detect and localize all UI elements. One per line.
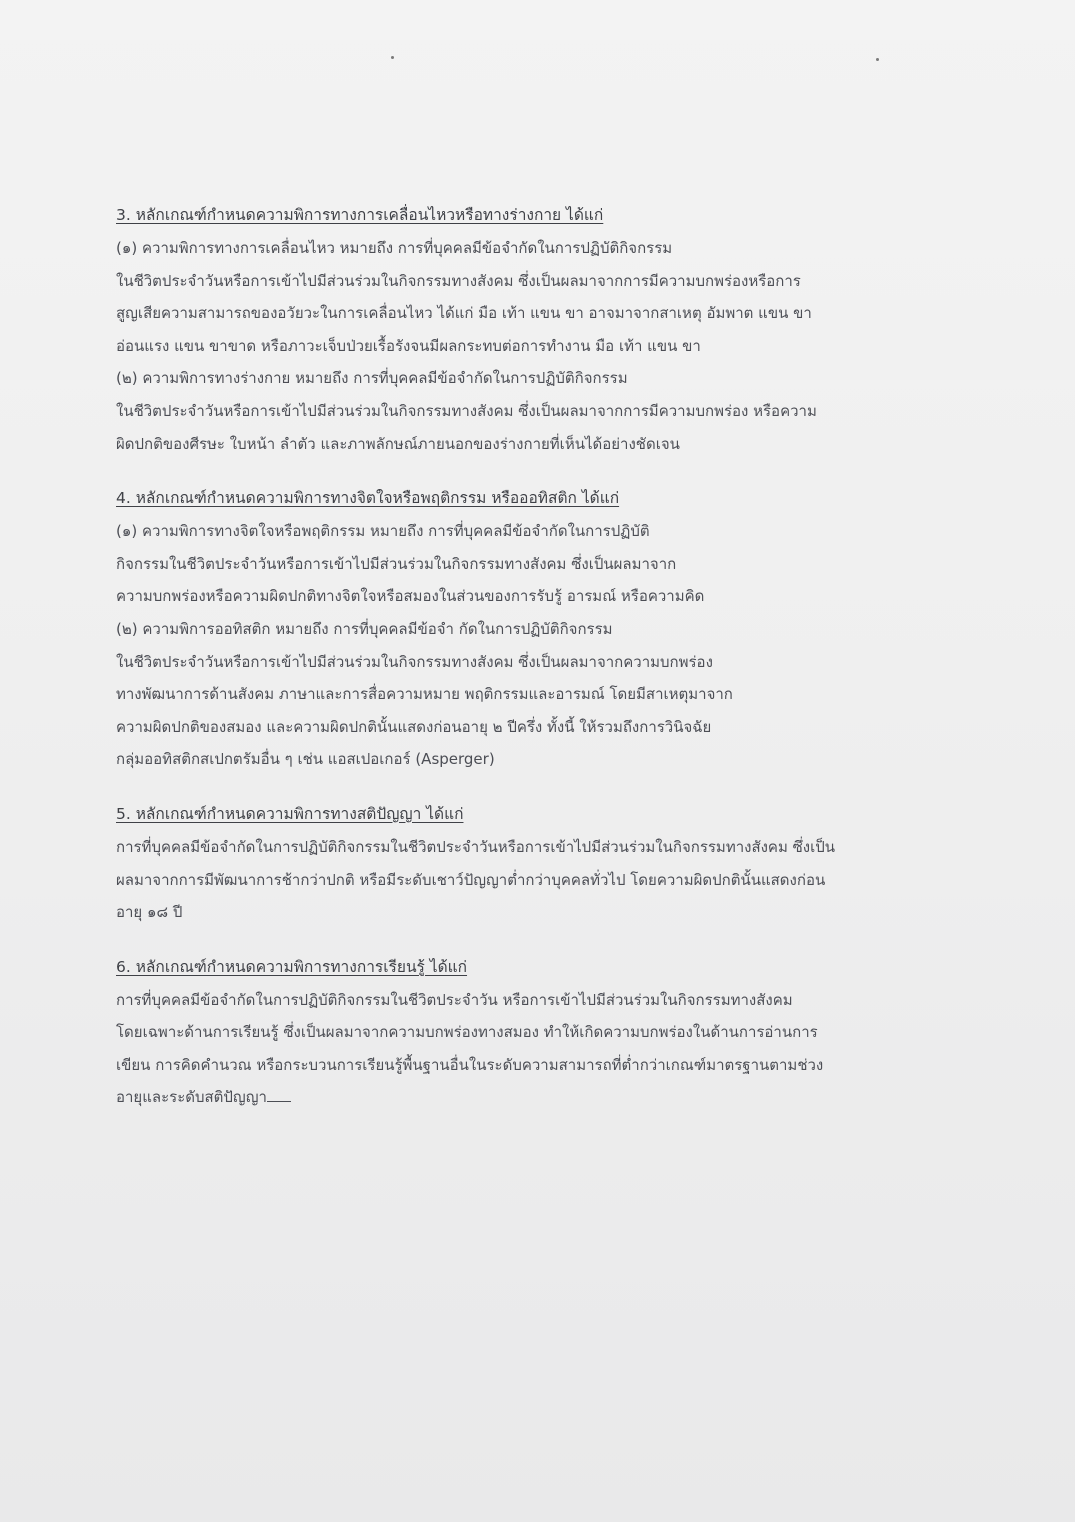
section-3-physical-disability	[116, 198, 946, 460]
text-line: อายุ ๑๘ ปี	[116, 903, 183, 922]
text-line: อ่อนแรง แขน ขาขาด หรือภาวะเจ็บป่วยเรื้อรังจนมีผลกระทบต่อการทำงาน มือ เท้า แขน ขา	[116, 336, 701, 355]
text-line: (๒) ความพิการทางร่างกาย หมายถึง การที่บุคคลมีข้อจำกัดในการปฏิบัติกิจกรรม	[116, 369, 628, 388]
section-heading: 3. หลักเกณฑ์กำหนดความพิการทางการเคลื่อนไหวหรือทางร่างกาย ได้แก่	[116, 206, 604, 224]
document-body	[116, 198, 946, 1114]
text-line: ผลมาจากการมีพัฒนาการช้ากว่าปกติ หรือมีระดับเชาว์ปัญญาต่ำกว่าบุคคลทั่วไป โดยความผิดปกตินั้นแสดงก่อน	[116, 870, 826, 889]
section-spacer	[116, 929, 946, 950]
section-spacer	[116, 460, 946, 481]
text-line: การที่บุคคลมีข้อจำกัดในการปฏิบัติกิจกรรมในชีวิตประจำวันหรือการเข้าไปมีส่วนร่วมในกิจกรรมทางสังคม ซึ่งเป็น	[116, 837, 836, 856]
text-line: โดยเฉพาะด้านการเรียนรู้ ซึ่งเป็นผลมาจากความบกพร่องทางสมอง ทำให้เกิดความบกพร่องในด้านการอ่านการ	[116, 1023, 818, 1042]
text-line: ความผิดปกติของสมอง และความผิดปกตินั้นแสดงก่อนอายุ ๒ ปีครึ่ง ทั้งนี้ ให้รวมถึงการวินิจฉัย	[116, 717, 712, 736]
text-line: ในชีวิตประจำวันหรือการเข้าไปมีส่วนร่วมในกิจกรรมทางสังคม ซึ่งเป็นผลมาจากการมีความบกพร่อง หรือความ	[116, 401, 817, 420]
section-6-learning-disability	[116, 950, 946, 1114]
section-4-mental-autism-disability	[116, 481, 946, 776]
text-line: (๒) ความพิการออทิสติก หมายถึง การที่บุคคลมีข้อจำ กัดในการปฏิบัติกิจกรรม	[116, 619, 613, 638]
section-spacer	[116, 776, 946, 797]
text-line: อายุและระดับสติปัญญา	[116, 1088, 267, 1107]
paper-speck	[391, 56, 394, 59]
text-line: (๑) ความพิการทางการเคลื่อนไหว หมายถึง การที่บุคคลมีข้อจำกัดในการปฏิบัติกิจกรรม	[116, 239, 673, 257]
text-line: ทางพัฒนาการด้านสังคม ภาษาและการสื่อความหมาย พฤติกรรมและอารมณ์ โดยมีสาเหตุมาจาก	[116, 685, 733, 704]
section-heading: 4. หลักเกณฑ์กำหนดความพิการทางจิตใจหรือพฤติกรรม หรือออทิสติก ได้แก่	[116, 489, 620, 508]
section-heading: 5. หลักเกณฑ์กำหนดความพิการทางสติปัญญา ได้แก่	[116, 804, 464, 823]
text-line-with-blank	[116, 1081, 946, 1114]
section-5-intellectual-disability	[116, 797, 946, 929]
paper-speck	[876, 58, 879, 61]
text-line: ในชีวิตประจำวันหรือการเข้าไปมีส่วนร่วมในกิจกรรมทางสังคม ซึ่งเป็นผลมาจากความบกพร่อง	[116, 652, 713, 671]
text-line: ความบกพร่องหรือความผิดปกติทางจิตใจหรือสมองในส่วนของการรับรู้ อารมณ์ หรือความคิด	[116, 587, 705, 606]
text-line: ในชีวิตประจำวันหรือการเข้าไปมีส่วนร่วมในกิจกรรมทางสังคม ซึ่งเป็นผลมาจากการมีความบกพร่องหรือการ	[116, 271, 801, 290]
underline-blank	[267, 1087, 291, 1102]
text-line: เขียน การคิดคำนวณ หรือกระบวนการเรียนรู้พื้นฐานอื่นในระดับความสามารถที่ต่ำกว่าเกณฑ์มาตรฐานตามช่วง	[116, 1055, 824, 1074]
text-line: (๑) ความพิการทางจิตใจหรือพฤติกรรม หมายถึง การที่บุคคลมีข้อจำกัดในการปฏิบัติ	[116, 522, 650, 541]
text-line: การที่บุคคลมีข้อจำกัดในการปฏิบัติกิจกรรมในชีวิตประจำวัน หรือการเข้าไปมีส่วนร่วมในกิจกรรมทางสังคม	[116, 990, 793, 1009]
text-line: สูญเสียความสามารถของอวัยวะในการเคลื่อนไหว ได้แก่ มือ เท้า แขน ขา อาจมาจากสาเหตุ อัมพาต แขน ขา	[116, 304, 812, 323]
text-line: กลุ่มออทิสติกสเปกตรัมอื่น ๆ เช่น แอสเปอเกอร์ (Asperger)	[116, 750, 495, 769]
text-line: กิจกรรมในชีวิตประจำวันหรือการเข้าไปมีส่วนร่วมในกิจกรรมทางสังคม ซึ่งเป็นผลมาจาก	[116, 554, 677, 573]
section-heading: 6. หลักเกณฑ์กำหนดความพิการทางการเรียนรู้ ได้แก่	[116, 957, 468, 976]
text-line: ผิดปกติของศีรษะ ใบหน้า ลำตัว และภาพลักษณ์ภายนอกของร่างกายที่เห็นได้อย่างชัดเจน	[116, 434, 680, 453]
